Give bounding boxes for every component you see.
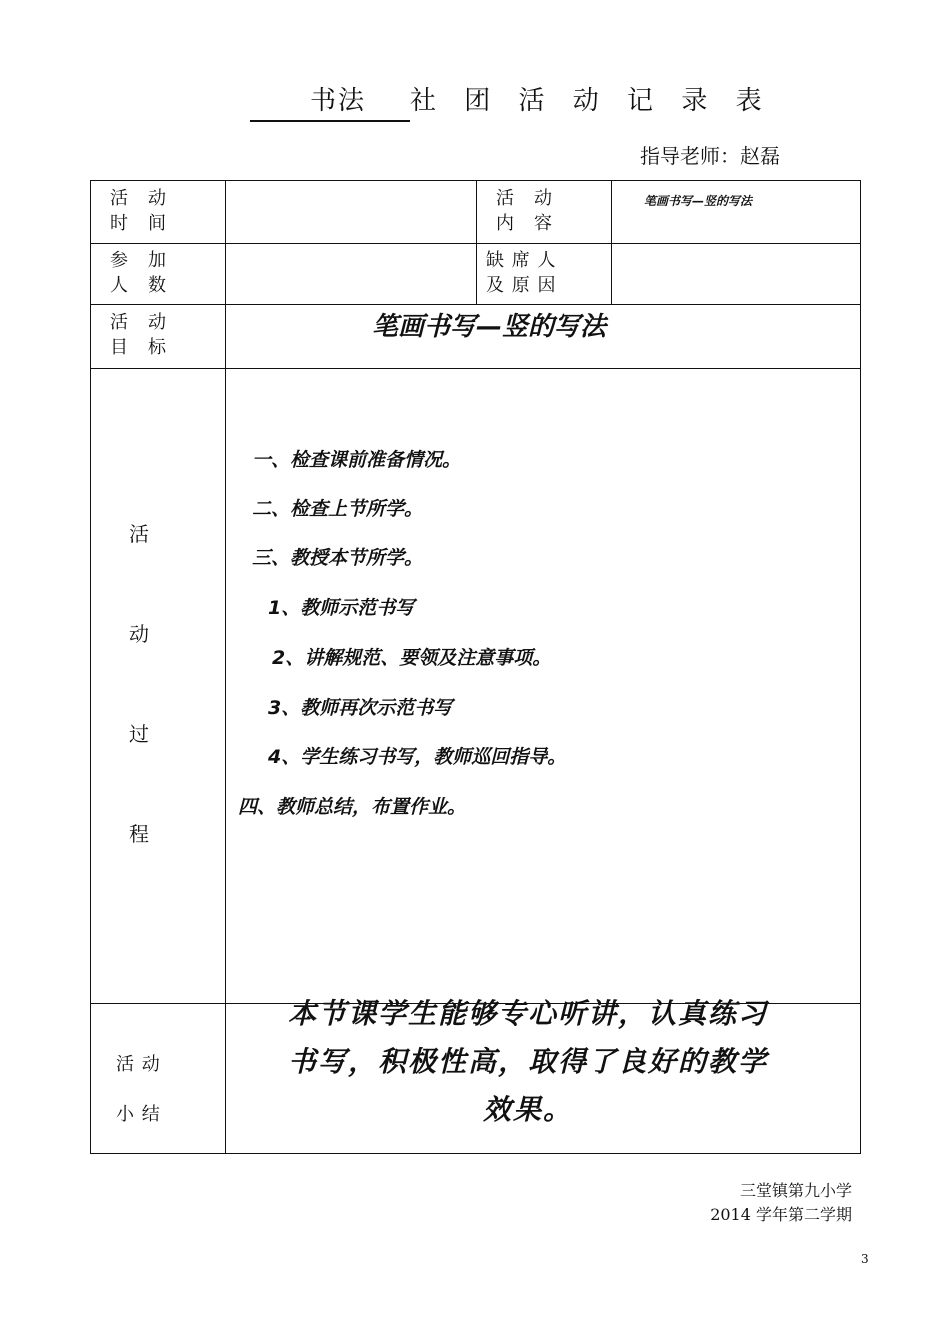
activity-goal-value: 笔画书写—竖的写法 <box>372 312 607 342</box>
column-divider <box>476 180 477 304</box>
row-divider <box>90 368 861 369</box>
table-border-right <box>860 180 861 1153</box>
table-border-left <box>90 180 91 1153</box>
row-divider <box>90 304 861 305</box>
process-label-char: 动 <box>129 622 149 646</box>
participants-label: 参 加 人 数 <box>110 250 167 296</box>
process-label-char: 过 <box>129 722 149 746</box>
summary-line: 效果。 <box>482 1093 573 1126</box>
school-term: 2014 学年第二学期 <box>710 1205 852 1224</box>
activity-time-label: 活 动 时 间 <box>110 188 167 234</box>
process-label-char: 活 <box>129 522 149 546</box>
table-border-bottom <box>90 1153 861 1154</box>
process-label-char: 程 <box>129 822 149 846</box>
process-step: 二、检查上节所学。 <box>252 498 424 520</box>
process-step: 2、讲解规范、要领及注意事项。 <box>272 647 552 669</box>
process-step: 四、教师总结，布置作业。 <box>238 796 467 818</box>
absent-label: 缺 席 人 及 原 因 <box>486 250 557 296</box>
summary-label: 活 动 小 结 <box>116 1054 161 1125</box>
club-name: 书法 <box>310 86 367 116</box>
summary-line: 本节课学生能够专心听讲，认真练习 <box>287 997 768 1030</box>
process-step: 1、教师示范书写 <box>268 597 415 619</box>
activity-content-value: 笔画书写—竖的写法 <box>644 194 753 208</box>
process-step: 一、检查课前准备情况。 <box>252 449 462 471</box>
process-step: 三、教授本节所学。 <box>252 547 424 569</box>
teacher-name: 指导老师：赵磊 <box>640 144 780 168</box>
summary-line: 书写，积极性高，取得了良好的教学 <box>287 1045 768 1078</box>
process-step: 3、教师再次示范书写 <box>268 697 453 719</box>
school-name: 三堂镇第九小学 <box>739 1181 852 1200</box>
activity-content-label: 活 动 内 容 <box>496 188 553 234</box>
summary-text <box>248 990 808 1134</box>
title-text: 社 团 活 动 记 录 表 <box>410 86 772 116</box>
activity-goal-label: 活 动 目 标 <box>110 312 167 358</box>
page-number: 3 <box>861 1252 869 1266</box>
title-underline <box>250 120 410 122</box>
process-step: 4、学生练习书写，教师巡回指导。 <box>268 746 567 768</box>
column-divider <box>611 180 612 304</box>
page-title <box>250 80 772 124</box>
label-column-divider <box>225 180 226 1153</box>
